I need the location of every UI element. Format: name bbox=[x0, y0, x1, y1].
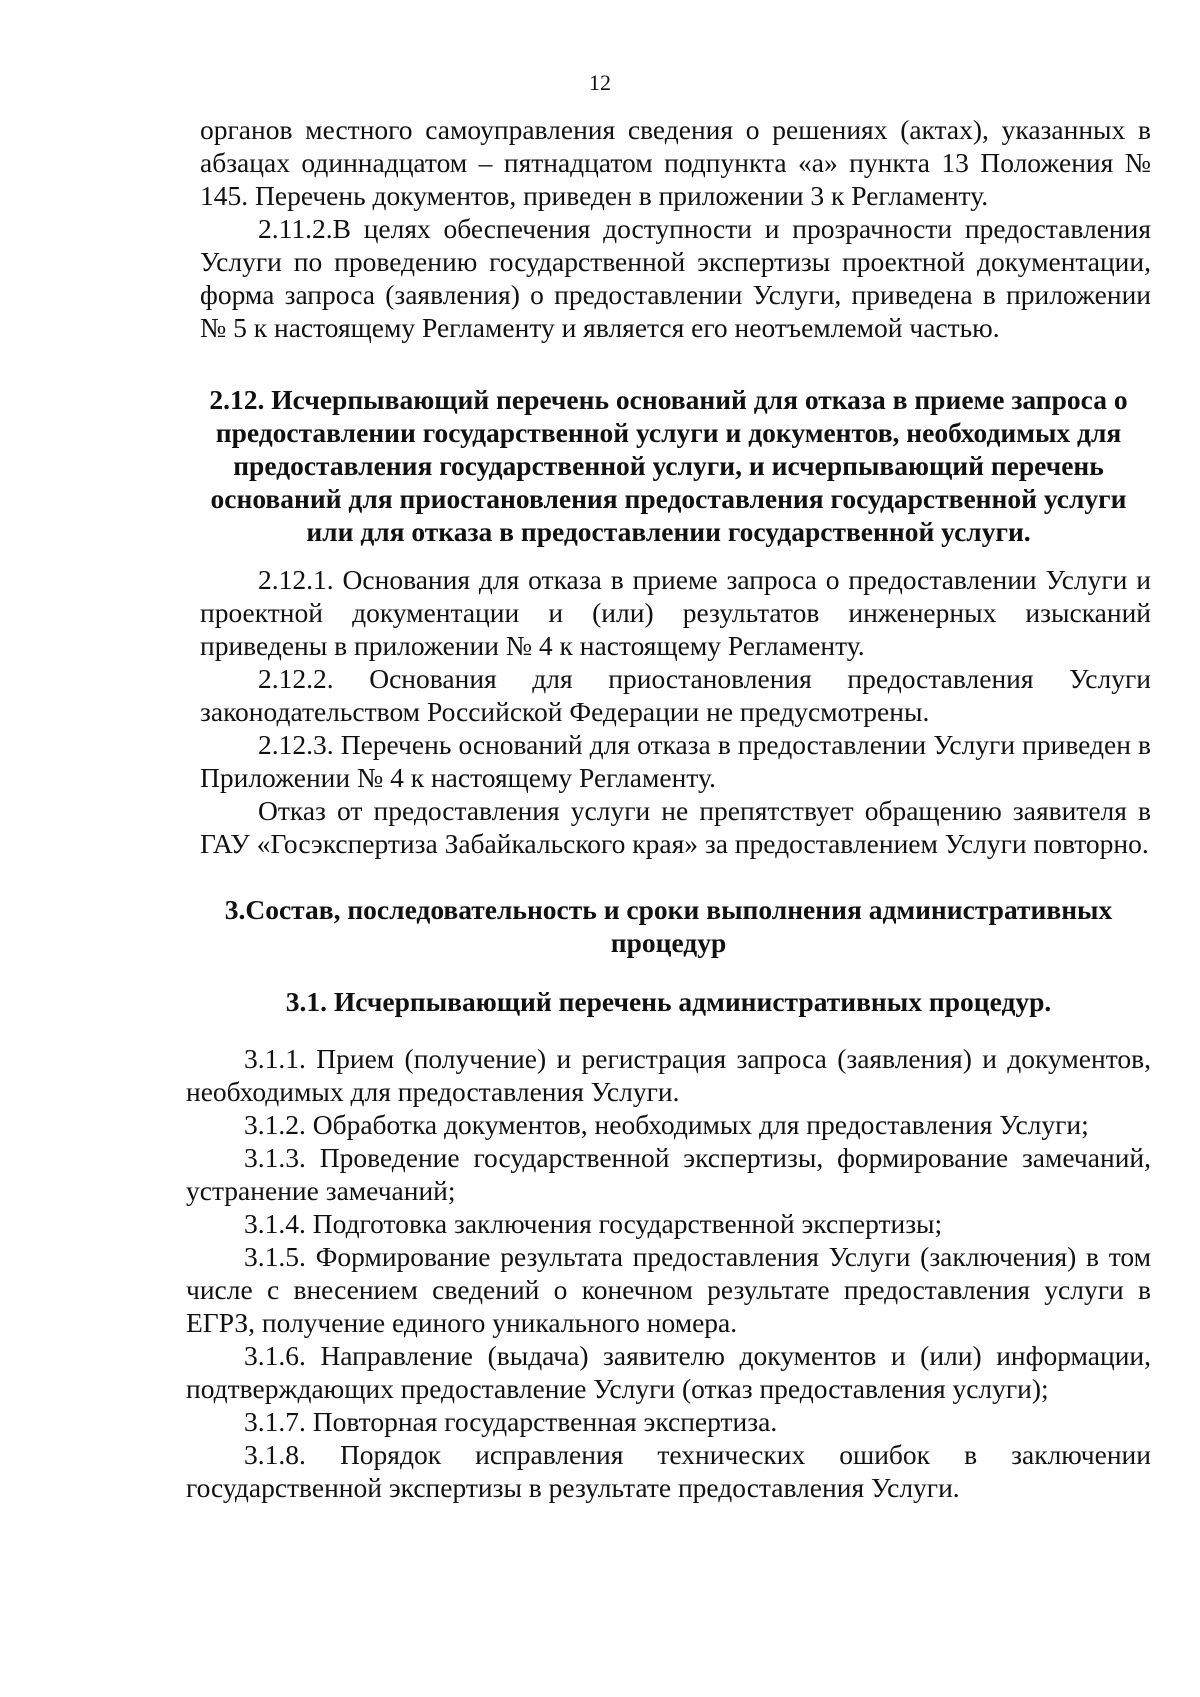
section-2-12 bbox=[200, 563, 1151, 860]
paragraph: органов местного самоуправления сведения о решениях (актах), указанных в абзацах одиннадцатом – пятнадцатом подпункта «а» пункта 13 Положения № 145. Перечень документов, приведен в приложении 3 к Регламенту. bbox=[200, 114, 1151, 211]
list-item-3-1-5: 3.1.5. Формирование результата предоставления Услуги (заключения) в том числе с внесением сведений о конечном результате предоставления услуги в ЕГРЗ, получение единого уникального номера. bbox=[186, 1241, 1151, 1338]
page-number: 12 bbox=[589, 70, 611, 95]
list-item-3-1-2: 3.1.2. Обработка документов, необходимых для предоставления Услуги; bbox=[244, 1109, 1089, 1140]
list-item-3-1-4: 3.1.4. Подготовка заключения государственной экспертизы; bbox=[244, 1208, 943, 1239]
list-item-3-1-8: 3.1.8. Порядок исправления технических ошибок в заключении государственной экспертизы в результате предоставления Услуги. bbox=[186, 1439, 1151, 1503]
paragraph-refusal: Отказ от предоставления услуги не препятствует обращению заявителя в ГАУ «Госэкспертиза Забайкальского края» за предоставлением Услуги повторно. bbox=[200, 795, 1151, 859]
paragraph-2-12-2: 2.12.2. Основания для приостановления предоставления Услуги законодательством Российской Федерации не предусмотрены. bbox=[200, 663, 1151, 727]
list-item-3-1-7: 3.1.7. Повторная государственная экспертиза. bbox=[244, 1406, 778, 1437]
list-item-3-1-6: 3.1.6. Направление (выдача) заявителю документов и (или) информации, подтверждающих предоставление Услуги (отказ предоставления услуги); bbox=[186, 1340, 1151, 1404]
list-item-3-1-1: 3.1.1. Прием (получение) и регистрация запроса (заявления) и документов, необходимых для предоставления Услуги. bbox=[186, 1043, 1151, 1107]
section-3-1 bbox=[186, 1042, 1151, 1504]
paragraph-2-12-3: 2.12.3. Перечень оснований для отказа в предоставлении Услуги приведен в Приложении № 4 к настоящему Регламенту. bbox=[200, 729, 1151, 793]
intro-section bbox=[200, 113, 1151, 344]
list-item-3-1-3: 3.1.3. Проведение государственной экспертизы, формирование замечаний, устранение замечаний; bbox=[186, 1142, 1151, 1206]
heading-3: 3.Состав, последовательность и сроки выполнения административных процедур bbox=[224, 894, 1113, 958]
heading-3-1: 3.1. Исчерпывающий перечень административных процедур. bbox=[285, 986, 1052, 1017]
paragraph-2-12-1: 2.12.1. Основания для отказа в приеме запроса о предоставлении Услуги и проектной документации и (или) результатов инженерных изысканий приведены в приложении № 4 к настоящему Регламенту. bbox=[200, 564, 1151, 661]
heading-2-12: 2.12. Исчерпывающий перечень оснований для отказа в приеме запроса о предоставлении государственной услуги и документов, необходимых для предоставления государственной услуги, и исчерпывающий перечень оснований для приостановления предоставления государственной услуги или для отказа в предоставлении государственной услуги. bbox=[209, 384, 1128, 547]
paragraph-2-11-2: 2.11.2.В целях обеспечения доступности и прозрачности предоставления Услуги по проведению государственной экспертизы проектной документации, форма запроса (заявления) о предоставлении Услуги, приведена в приложении № 5 к настоящему Регламенту и является его неотъемлемой частью. bbox=[200, 213, 1151, 343]
